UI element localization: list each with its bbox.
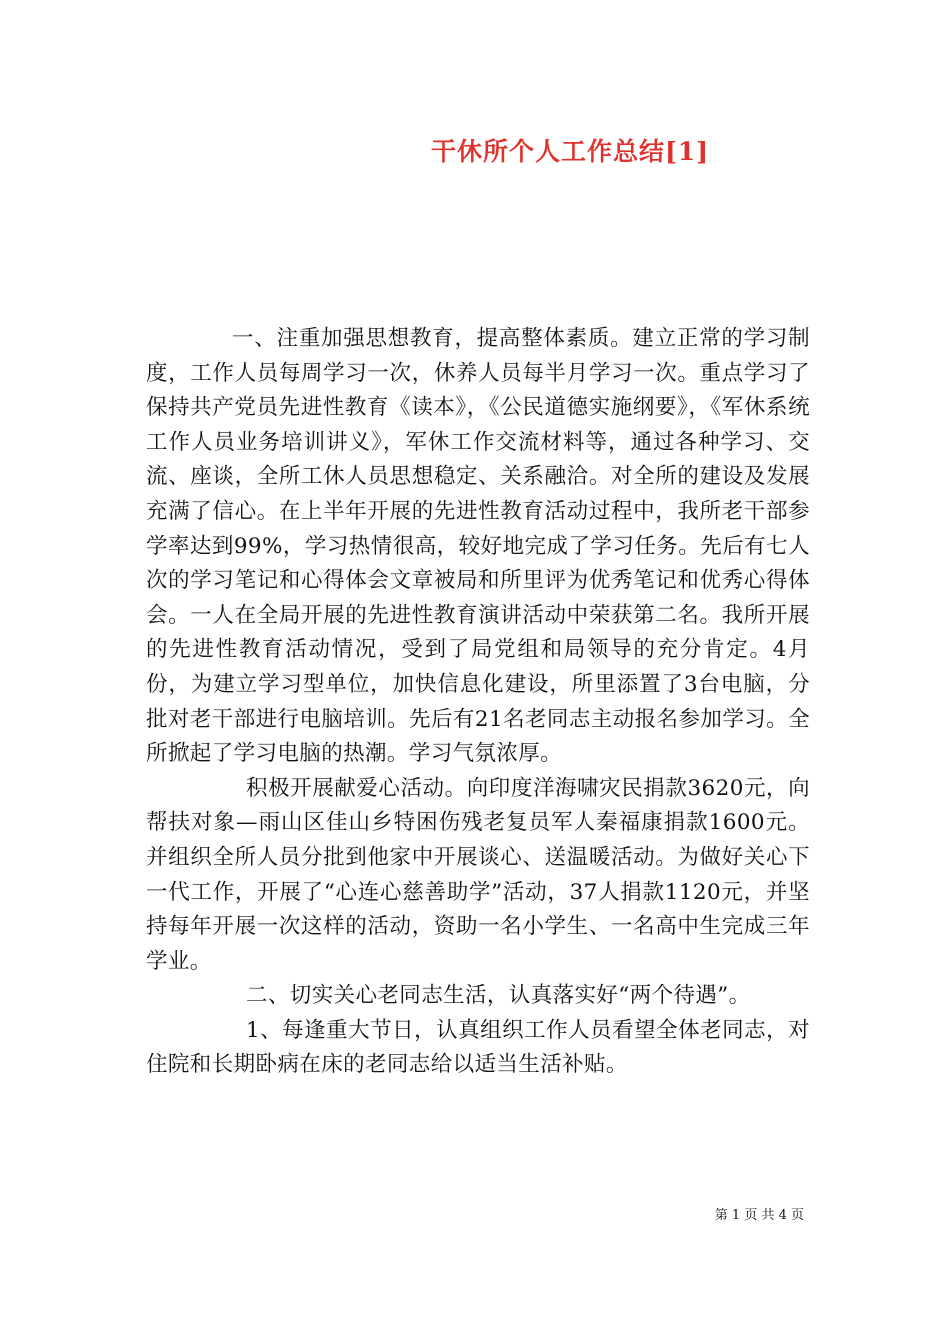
paragraph-ideological-education: 一、注重加强思想教育，提高整体素质。建立正常的学习制度，工作人员每周学习一次，休养人员每半月学习一次。重点学习了保持共产党员先进性教育《读本》，《公民道德实施纲要》，《军休系统工作人员业务培训讲义》，军休工作交流材料等，通过各种学习、交流、座谈，全所工休人员思想稳定、关系融洽。对全所的建设及发展充满了信心。在上半年开展的先进性教育活动过程中，我所老干部参学率达到99%，学习热情很高，较好地完成了学习任务。先后有七人次的学习笔记和心得体会文章被局和所里评为优秀笔记和优秀心得体会。一人在全局开展的先进性教育演讲活动中荣获第二名。我所开展的先进性教育活动情况，受到了局党组和局领导的充分肯定。4月份，为建立学习型单位，加快信息化建设，所里添置了3台电脑，分批对老干部进行电脑培训。先后有21名老同志主动报名参加学习。全所掀起了学习电脑的热潮。学习气氛浓厚。 <box>146 326 810 767</box>
document-title: 干休所个人工作总结[1] <box>430 137 710 166</box>
paragraph-holiday-visits: 1、每逢重大节日，认真组织工作人员看望全体老同志，对住院和长期卧病在床的老同志给以适当生活补贴。 <box>146 1017 810 1078</box>
page-number-footer: 第 1 页 共 4 页 <box>714 1208 804 1223</box>
paragraph-section-two-heading: 二、切实关心老同志生活，认真落实好“两个待遇”。 <box>246 983 751 1009</box>
document-body <box>146 322 810 1083</box>
paragraph-charity-activities: 积极开展献爱心活动。向印度洋海啸灾民捐款3620元，向帮扶对象—雨山区佳山乡特困伤残老复员军人秦福康捐款1600元。并组织全所人员分批到他家中开展谈心、送温暖活动。为做好关心下一代工作，开展了“心连心慈善助学”活动，37人捐款1120元，并坚持每年开展一次这样的活动，资助一名小学生、一名高中生完成三年学业。 <box>146 775 810 974</box>
